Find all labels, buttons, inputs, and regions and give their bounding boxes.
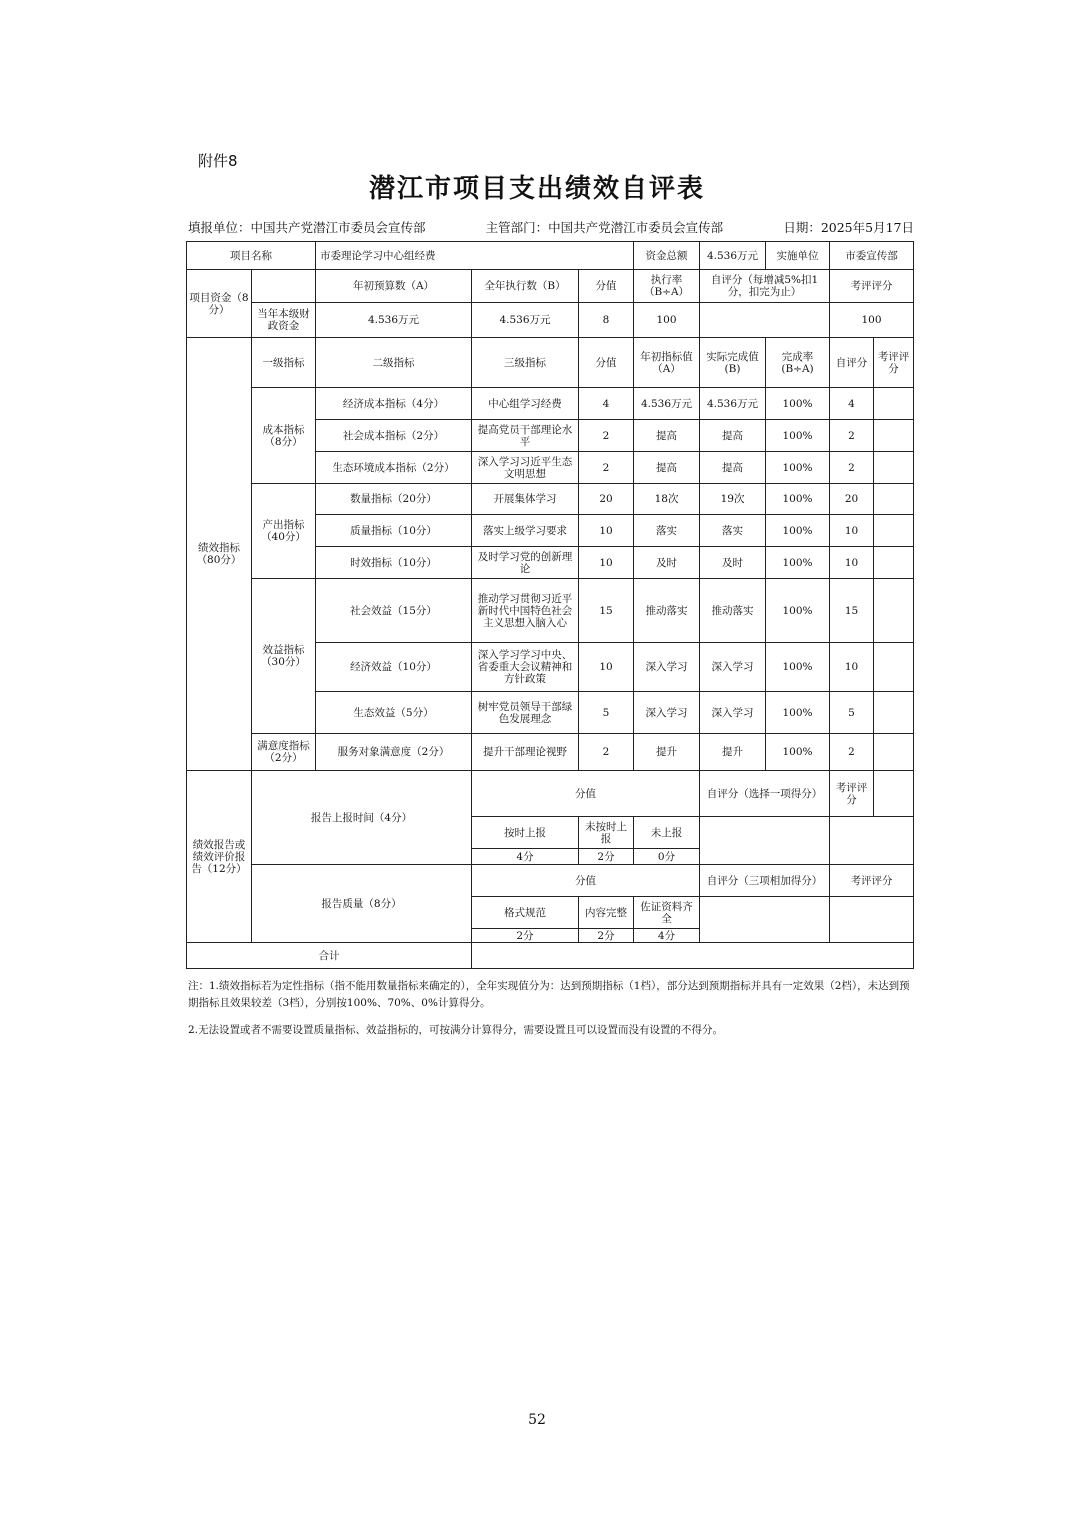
self-cell: 2 [830, 420, 874, 452]
funds-section-label: 项目资金（8分） [187, 270, 252, 338]
funds-self-header: 自评分（每增减5%扣1分，扣完为止） [700, 270, 830, 303]
table-row [187, 388, 914, 420]
funds-empty-cell [252, 270, 316, 303]
h-level3: 三级指标 [472, 338, 579, 388]
report-quality-self-value [700, 897, 830, 943]
supervising-dept: 主管部门：中国共产党潜江市委员会宣传部 [485, 220, 724, 235]
table-row [187, 734, 914, 771]
l3-cell: 推动学习贯彻习近平新时代中国特色社会主义思想入脑入心 [472, 579, 579, 643]
project-name: 市委理论学习中心组经费 [316, 242, 634, 270]
report-quality-review-value [830, 897, 914, 943]
h-level2: 二级指标 [316, 338, 472, 388]
report-time-opt: 未上报 [634, 817, 700, 849]
l3-cell: 深入学习学习中央、省委重大会议精神和方针政策 [472, 643, 579, 692]
l2-cell: 质量指标（10分） [316, 515, 472, 547]
unit-label: 实施单位 [766, 242, 830, 270]
score-cell: 2 [579, 420, 634, 452]
target-cell: 深入学习 [634, 643, 700, 692]
review-cell [874, 515, 914, 547]
report-section-label: 绩效报告或绩效评价报告（12分） [187, 771, 252, 943]
actual-cell: 提高 [700, 452, 766, 484]
score-cell: 2 [579, 452, 634, 484]
footnotes [188, 978, 914, 1039]
l3-cell: 及时学习党的创新理论 [472, 547, 579, 579]
review-cell [874, 734, 914, 771]
target-cell: 提升 [634, 734, 700, 771]
report-quality-label: 报告质量（8分） [252, 865, 472, 943]
table-row [187, 579, 914, 643]
l2-cell: 生态效益（5分） [316, 692, 472, 734]
report-time-self-label: 自评分（选择一项得分） [700, 771, 830, 817]
actual-cell: 19次 [700, 484, 766, 515]
review-cell [874, 692, 914, 734]
unit-value: 市委宣传部 [830, 242, 914, 270]
attachment-label: 附件8 [198, 152, 238, 170]
l2-cell: 时效指标（10分） [316, 547, 472, 579]
rate-cell: 100% [766, 579, 830, 643]
report-time-val: 2分 [579, 849, 634, 865]
report-time-val: 4分 [472, 849, 579, 865]
score-cell: 10 [579, 547, 634, 579]
h-self: 自评分 [830, 338, 874, 388]
report-time-val: 0分 [634, 849, 700, 865]
group-label: 产出指标（40分） [252, 484, 316, 579]
rate-cell: 100% [766, 734, 830, 771]
l3-cell: 深入学习习近平生态文明思想 [472, 452, 579, 484]
funds-budget-header: 年初预算数（A） [316, 270, 472, 303]
group-label: 效益指标（30分） [252, 579, 316, 734]
target-cell: 18次 [634, 484, 700, 515]
report-time-opt: 按时上报 [472, 817, 579, 849]
funds-row-label: 当年本级财政资金 [252, 303, 316, 338]
l2-cell: 社会效益（15分） [316, 579, 472, 643]
l3-cell: 提升干部理论视野 [472, 734, 579, 771]
total-label: 资金总额 [634, 242, 700, 270]
total-row [187, 943, 914, 969]
review-cell [874, 420, 914, 452]
target-cell: 及时 [634, 547, 700, 579]
evaluation-table [186, 241, 914, 969]
self-cell: 2 [830, 452, 874, 484]
self-cell: 10 [830, 547, 874, 579]
report-date: 日期：2025年5月17日 [783, 220, 914, 235]
review-cell [874, 388, 914, 420]
self-cell: 20 [830, 484, 874, 515]
h-score: 分值 [579, 338, 634, 388]
actual-cell: 提升 [700, 734, 766, 771]
indicators-section-label: 绩效指标（80分） [187, 338, 252, 771]
page-title: 潜江市项目支出绩效自评表 [368, 174, 705, 204]
actual-cell: 深入学习 [700, 643, 766, 692]
funds-rate-header: 执行率（B÷A） [634, 270, 700, 303]
review-cell [874, 452, 914, 484]
score-cell: 20 [579, 484, 634, 515]
l3-cell: 落实上级学习要求 [472, 515, 579, 547]
actual-cell: 落实 [700, 515, 766, 547]
target-cell: 提高 [634, 420, 700, 452]
l2-cell: 经济效益（10分） [316, 643, 472, 692]
report-quality-score-label: 分值 [472, 865, 700, 897]
score-cell: 5 [579, 692, 634, 734]
rate-cell: 100% [766, 484, 830, 515]
total-value: 4.536万元 [700, 242, 766, 270]
project-row [187, 242, 914, 270]
report-time-review-empty [874, 771, 914, 817]
funds-value-row [187, 303, 914, 338]
score-cell: 15 [579, 579, 634, 643]
funds-budget: 4.536万元 [316, 303, 472, 338]
l2-cell: 社会成本指标（2分） [316, 420, 472, 452]
l2-cell: 服务对象满意度（2分） [316, 734, 472, 771]
l3-cell: 开展集体学习 [472, 484, 579, 515]
project-name-label: 项目名称 [187, 242, 316, 270]
l2-cell: 经济成本指标（4分） [316, 388, 472, 420]
report-quality-val: 2分 [579, 929, 634, 943]
report-quality-header-row [187, 865, 914, 897]
funds-review: 100 [830, 303, 914, 338]
report-quality-opt: 佐证资料齐全 [634, 897, 700, 929]
header-info [188, 218, 914, 236]
review-cell [874, 484, 914, 515]
table-row [187, 484, 914, 515]
report-time-opt: 未按时上报 [579, 817, 634, 849]
score-cell: 10 [579, 643, 634, 692]
target-cell: 深入学习 [634, 692, 700, 734]
report-quality-val: 4分 [634, 929, 700, 943]
target-cell: 提高 [634, 452, 700, 484]
report-quality-opt: 内容完整 [579, 897, 634, 929]
report-quality-self-label: 自评分（三项相加得分） [700, 865, 830, 897]
l2-cell: 数量指标（20分） [316, 484, 472, 515]
funds-score: 8 [579, 303, 634, 338]
report-time-review-label: 考评评分 [830, 771, 874, 817]
score-cell: 4 [579, 388, 634, 420]
rate-cell: 100% [766, 643, 830, 692]
rate-cell: 100% [766, 515, 830, 547]
total-value [472, 943, 914, 969]
h-rate: 完成率(B÷A) [766, 338, 830, 388]
self-cell: 2 [830, 734, 874, 771]
report-quality-opt: 格式规范 [472, 897, 579, 929]
rate-cell: 100% [766, 420, 830, 452]
h-review: 考评评分 [874, 338, 914, 388]
rate-cell: 100% [766, 452, 830, 484]
score-cell: 10 [579, 515, 634, 547]
rate-cell: 100% [766, 692, 830, 734]
h-level1: 一级指标 [252, 338, 316, 388]
group-label: 成本指标（8分） [252, 388, 316, 484]
report-time-self-value [700, 817, 830, 865]
self-cell: 10 [830, 515, 874, 547]
h-target: 年初指标值（A） [634, 338, 700, 388]
report-time-label: 报告上报时间（4分） [252, 771, 472, 865]
actual-cell: 提高 [700, 420, 766, 452]
funds-exec-header: 全年执行数（B） [472, 270, 579, 303]
self-cell: 15 [830, 579, 874, 643]
report-quality-val: 2分 [472, 929, 579, 943]
total-label: 合计 [187, 943, 472, 969]
actual-cell: 推动落实 [700, 579, 766, 643]
l3-cell: 树牢党员领导干部绿色发展理念 [472, 692, 579, 734]
funds-review-header: 考评评分 [830, 270, 914, 303]
target-cell: 推动落实 [634, 579, 700, 643]
funds-self [700, 303, 830, 338]
funds-score-header: 分值 [579, 270, 634, 303]
review-cell [874, 643, 914, 692]
report-time-review-value [830, 817, 914, 865]
indicator-header-row [187, 338, 914, 388]
funds-rate: 100 [634, 303, 700, 338]
footnote-2: 2.无法设置或者不需要设置质量指标、效益指标的，可按满分计算得分，需要设置且可以设置而没有设置的不得分。 [188, 1024, 724, 1036]
target-cell: 4.536万元 [634, 388, 700, 420]
self-cell: 4 [830, 388, 874, 420]
page-number: 52 [528, 1412, 546, 1428]
report-quality-review-label: 考评评分 [830, 865, 914, 897]
group-label: 满意度指标（2分） [252, 734, 316, 771]
rate-cell: 100% [766, 547, 830, 579]
h-actual: 实际完成值(B) [700, 338, 766, 388]
l2-cell: 生态环境成本指标（2分） [316, 452, 472, 484]
report-time-header-row [187, 771, 914, 817]
funds-header-row [187, 270, 914, 303]
rate-cell: 100% [766, 388, 830, 420]
self-cell: 5 [830, 692, 874, 734]
fill-unit: 填报单位：中国共产党潜江市委员会宣传部 [188, 220, 426, 235]
self-cell: 10 [830, 643, 874, 692]
actual-cell: 及时 [700, 547, 766, 579]
target-cell: 落实 [634, 515, 700, 547]
funds-exec: 4.536万元 [472, 303, 579, 338]
actual-cell: 深入学习 [700, 692, 766, 734]
l3-cell: 中心组学习经费 [472, 388, 579, 420]
score-cell: 2 [579, 734, 634, 771]
review-cell [874, 547, 914, 579]
l3-cell: 提高党员干部理论水平 [472, 420, 579, 452]
report-time-score-label: 分值 [472, 771, 700, 817]
actual-cell: 4.536万元 [700, 388, 766, 420]
review-cell [874, 579, 914, 643]
footnote-1: 注：1.绩效指标若为定性指标（指不能用数量指标来确定的），全年实现值分为：达到预期指标（1档），部分达到预期指标并具有一定效果（2档），未达到预期指标且效果较差（3档），分别按100%、70%、0%计算得分。 [188, 980, 910, 1009]
